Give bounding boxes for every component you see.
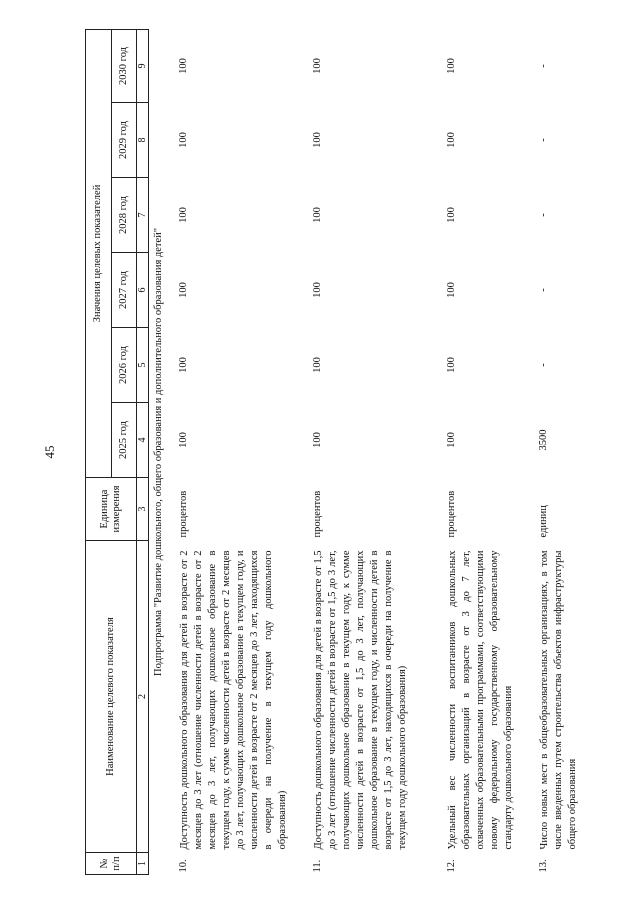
- value-2025: 100: [312, 432, 323, 448]
- column-number: 2: [137, 541, 149, 853]
- table-row: [304, 29, 438, 874]
- row-number: 10.: [178, 859, 189, 873]
- value-2027: 100: [178, 282, 189, 298]
- page-number: 45: [42, 445, 57, 459]
- value-2026: 100: [312, 357, 323, 373]
- indicator-unit: единиц: [538, 505, 549, 538]
- header-no: № п/п: [86, 853, 137, 875]
- value-2026: 100: [446, 357, 457, 373]
- header-year: 2027 год: [111, 253, 137, 328]
- column-number: 6: [137, 253, 149, 328]
- header-year: 2030 год: [111, 29, 137, 102]
- value-2029: 100: [178, 132, 189, 148]
- value-2028: 100: [446, 207, 457, 223]
- indicator-unit: процентов: [178, 490, 189, 538]
- indicator-name: Доступность дошкольного образования для детей в возрасте от 1,5 до 3 лет (отношение численности детей в возрасте от 1,5 до 3 лет, получающих дошкольное образование в текущем году, к сумме численности детей в возрасте от 1,5 до 3 лет, получающих дошкольное образование в текущем году, и численности детей в возрасте от 1,5 до 3 лет, находящихся в очереди на получение в текущем году дошкольного образования): [313, 550, 408, 850]
- value-2025: 3500: [538, 429, 549, 451]
- header-row-1: [86, 29, 112, 874]
- header-unit: Единица измерения: [86, 478, 137, 541]
- row-number: 12.: [446, 859, 457, 873]
- header-column-numbers: [137, 29, 149, 874]
- indicator-unit: процентов: [312, 490, 323, 538]
- rotated-table-container: [85, 30, 640, 875]
- table-row: [170, 29, 304, 874]
- indicator-name: Удельный вес численности воспитанников дошкольных образовательных организаций в возрасте от 3 до 7 лет, охваченных образовательными программами, соответствующими новому федеральному государственному образовательному стандарту дошкольного образования: [447, 550, 514, 850]
- indicator-name: Доступность дошкольного образования для детей в возрасте от 2 месяцев до 3 лет (отношение численности детей в возрасте от 2 месяцев до 3 лет, получающих дошкольное образование в текущем году, к сумме численности детей в возрасте от 2 месяцев до 3 лет, получающих дошкольное образование в текущем году, и численности детей в возрасте от 2 месяцев до 3 лет, находящихся в очереди на получение в текущем году дошкольного образования): [179, 550, 288, 850]
- subprogram-title: Подпрограмма "Развитие дошкольного, общего образования и дополнительного образования детей": [153, 227, 164, 677]
- value-2030: 100: [178, 58, 189, 74]
- table-row: [438, 29, 530, 874]
- value-2028: -: [538, 213, 549, 217]
- value-2027: 100: [446, 282, 457, 298]
- value-2029: 100: [446, 132, 457, 148]
- row-number: 11.: [312, 859, 323, 873]
- indicator-name: Число новых мест в общеобразовательных организациях, в том числе введенных путем строительства объектов инфраструктуры общего образования: [539, 550, 578, 850]
- value-2030: 100: [446, 58, 457, 74]
- row-number: 13.: [538, 859, 549, 873]
- value-2030: 100: [312, 58, 323, 74]
- value-2027: -: [538, 288, 549, 292]
- value-2029: -: [538, 138, 549, 142]
- value-2025: 100: [446, 432, 457, 448]
- column-number: 5: [137, 328, 149, 403]
- column-number: 9: [137, 29, 149, 102]
- value-2027: 100: [312, 282, 323, 298]
- value-2030: -: [538, 64, 549, 68]
- header-year: 2029 год: [111, 103, 137, 178]
- value-2026: 100: [178, 357, 189, 373]
- header-name: Наименование целевого показателя: [86, 541, 137, 853]
- value-2028: 100: [312, 207, 323, 223]
- column-number: 8: [137, 103, 149, 178]
- table-row: [530, 29, 590, 874]
- header-year: 2028 год: [111, 178, 137, 253]
- target-indicators-table: [85, 29, 590, 875]
- value-2028: 100: [178, 207, 189, 223]
- subprogram-row: [149, 29, 171, 874]
- header-year: 2025 год: [111, 403, 137, 478]
- value-2026: -: [538, 363, 549, 367]
- header-year: 2026 год: [111, 328, 137, 403]
- value-2029: 100: [312, 132, 323, 148]
- column-number: 3: [137, 478, 149, 541]
- column-number: 7: [137, 178, 149, 253]
- column-number: 4: [137, 403, 149, 478]
- header-values: Значения целевых показателей: [86, 29, 112, 477]
- indicator-unit: процентов: [446, 490, 457, 538]
- value-2025: 100: [178, 432, 189, 448]
- column-number: 1: [137, 853, 149, 875]
